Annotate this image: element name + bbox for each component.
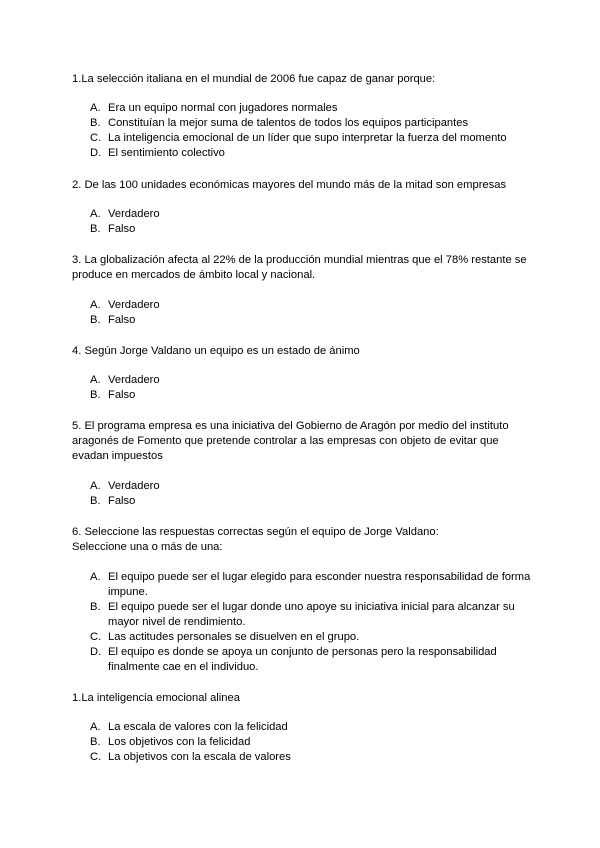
option-item	[90, 207, 540, 222]
option-letter: B.	[90, 389, 101, 401]
option-letter: B.	[90, 736, 101, 748]
option-item	[90, 313, 540, 328]
option-letter: A.	[90, 571, 101, 583]
option-text: El equipo puede ser el lugar elegido para esconder nuestra responsabilidad de forma impune.	[108, 571, 531, 598]
option-text: Verdadero	[108, 208, 160, 220]
option-letter: C.	[90, 631, 102, 643]
option-letter: B.	[90, 314, 101, 326]
option-text: Era un equipo normal con jugadores normales	[108, 102, 338, 114]
option-letter: C.	[90, 751, 102, 763]
option-text: La objetivos con la escala de valores	[108, 751, 291, 763]
option-text: La inteligencia emocional de un líder que supo interpretar la fuerza del momento	[108, 132, 507, 144]
option-item	[90, 131, 540, 146]
option-text: Falso	[108, 314, 136, 326]
option-text: Verdadero	[108, 374, 160, 386]
option-letter: A.	[90, 299, 101, 311]
option-item	[90, 388, 540, 403]
option-letter: B.	[90, 223, 101, 235]
option-list	[90, 479, 540, 509]
question-text: 1.La inteligencia emocional alinea	[72, 692, 240, 704]
option-list	[90, 101, 540, 161]
option-item	[90, 645, 540, 675]
option-item	[90, 630, 540, 645]
option-item	[90, 298, 540, 313]
option-list	[90, 570, 540, 675]
option-text: El sentimiento colectivo	[108, 147, 225, 159]
option-item	[90, 116, 540, 131]
option-letter: A.	[90, 480, 101, 492]
option-item	[90, 479, 540, 494]
option-item	[90, 146, 540, 161]
option-item	[90, 600, 540, 630]
option-item	[90, 720, 540, 735]
option-text: El equipo puede ser el lugar donde uno apoye su iniciativa inicial para alcanzar su mayor nivel de rendimiento.	[108, 601, 515, 628]
option-text: El equipo es donde se apoya un conjunto de personas pero la responsabilidad finalmente cae en el individuo.	[108, 646, 497, 673]
option-item	[90, 570, 540, 600]
question-text: 6. Seleccione las respuestas correctas según el equipo de Jorge Valdano:	[72, 526, 439, 538]
option-item	[90, 494, 540, 509]
option-list	[90, 298, 540, 328]
option-list	[90, 207, 540, 237]
option-text: Falso	[108, 389, 136, 401]
option-letter: D.	[90, 646, 102, 658]
option-letter: A.	[90, 374, 101, 386]
option-item	[90, 101, 540, 116]
option-item	[90, 750, 540, 765]
option-item	[90, 735, 540, 750]
option-letter: A.	[90, 102, 101, 114]
option-list	[90, 720, 540, 765]
question-text: 4. Según Jorge Valdano un equipo es un estado de ánimo	[72, 345, 360, 357]
option-item	[90, 222, 540, 237]
option-text: Las actitudes personales se disuelven en el grupo.	[108, 631, 360, 643]
option-letter: B.	[90, 117, 101, 129]
option-letter: A.	[90, 208, 101, 220]
option-letter: B.	[90, 601, 101, 613]
option-item	[90, 373, 540, 388]
option-text: Falso	[108, 495, 136, 507]
option-text: Falso	[108, 223, 136, 235]
option-letter: A.	[90, 721, 101, 733]
question-text: 5. El programa empresa es una iniciativa del Gobierno de Aragón por medio del instituto aragonés de Fomento que pretende controlar a las empresas con objeto de evitar que evadan impuestos	[72, 420, 509, 462]
question-text: 3. La globalización afecta al 22% de la producción mundial mientras que el 78% restante se produce en mercados de ámbito local y nacional.	[72, 254, 527, 281]
option-text: Constituían la mejor suma de talentos de todos los equipos participantes	[108, 117, 469, 129]
question-text: 1.La selección italiana en el mundial de 2006 fue capaz de ganar porque:	[72, 73, 436, 85]
option-text: Verdadero	[108, 480, 160, 492]
option-letter: C.	[90, 132, 102, 144]
option-letter: D.	[90, 147, 102, 159]
question-text: 2. De las 100 unidades económicas mayores del mundo más de la mitad son empresas	[72, 179, 507, 191]
option-list	[90, 373, 540, 403]
option-text: Verdadero	[108, 299, 160, 311]
option-text: Los objetivos con la felicidad	[108, 736, 251, 748]
option-letter: B.	[90, 495, 101, 507]
question-subtext: Seleccione una o más de una:	[72, 541, 223, 553]
option-text: La escala de valores con la felicidad	[108, 721, 288, 733]
